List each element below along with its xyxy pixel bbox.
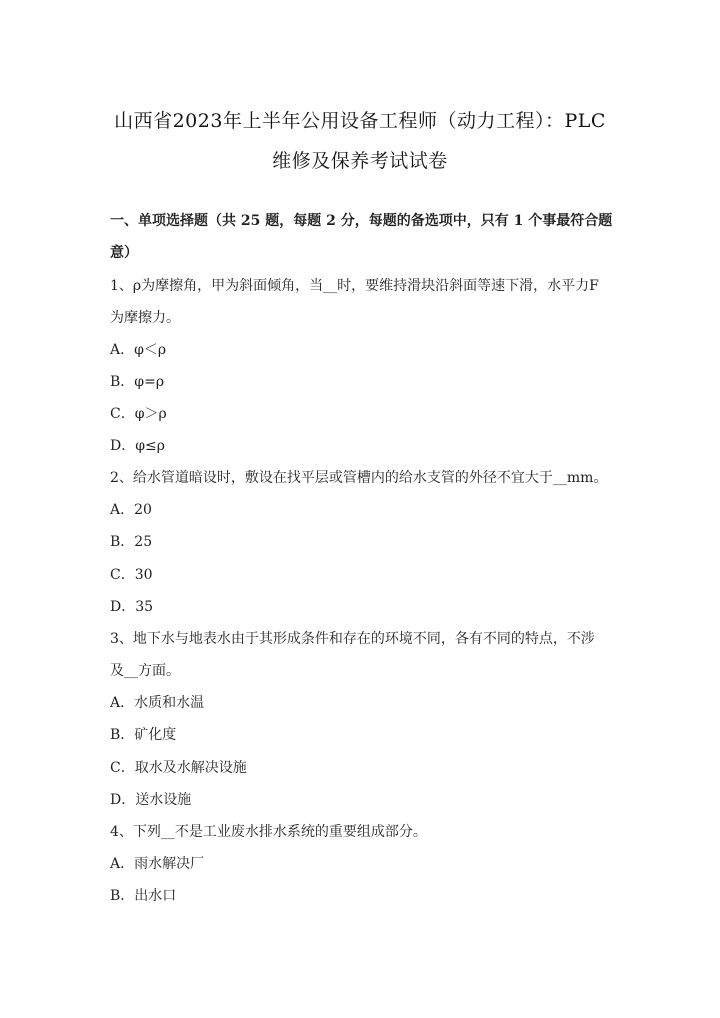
- question-3-option-d: D．送水设施: [110, 792, 192, 808]
- question-4-option-b: B．出水口: [110, 888, 177, 904]
- document-title-line-1: 山西省2023年上半年公用设备工程师（动力工程）：PLC: [114, 110, 606, 132]
- question-3-option-c: C．取水及水解决设施: [110, 760, 247, 776]
- question-2-option-a: A．20: [110, 502, 152, 518]
- question-3-option-b: B．矿化度: [110, 727, 177, 743]
- question-3-text: 3、地下水与地表水由于其形成条件和存在的环境不同，各有不同的特点，不涉: [110, 631, 595, 647]
- question-3-option-a: A．水质和水温: [110, 695, 205, 711]
- question-3-text-continued: 及__方面。: [110, 663, 180, 679]
- question-2-option-b: B．25: [110, 534, 153, 550]
- question-1-option-d: D．φ≤ρ: [110, 438, 165, 454]
- question-2-option-d: D．35: [110, 599, 154, 615]
- question-1-option-a: A．φ＜ρ: [110, 342, 167, 358]
- section-heading-continued: 意）: [110, 245, 138, 261]
- question-2-option-c: C．30: [110, 567, 153, 583]
- question-4-option-a: A．雨水解决厂: [110, 856, 205, 872]
- question-1-option-c: C．φ＞ρ: [110, 406, 167, 422]
- question-2-text: 2、给水管道暗设时，敷设在找平层或管槽内的给水支管的外径不宜大于__mm。: [110, 470, 608, 486]
- question-1-text: 1、ρ为摩擦角，甲为斜面倾角，当__时，要维持滑块沿斜面等速下滑，水平力F: [110, 278, 599, 294]
- section-heading: 一、单项选择题（共 25 题，每题 2 分，每题的备选项中，只有 1 个事最符合题: [110, 213, 613, 229]
- question-4-text: 4、下列__不是工业废水排水系统的重要组成部分。: [110, 824, 427, 840]
- document-title-line-2: 维修及保养考试试卷: [272, 150, 448, 172]
- question-1-option-b: B．φ=ρ: [110, 374, 165, 390]
- question-1-text-continued: 为摩擦力。: [110, 310, 180, 326]
